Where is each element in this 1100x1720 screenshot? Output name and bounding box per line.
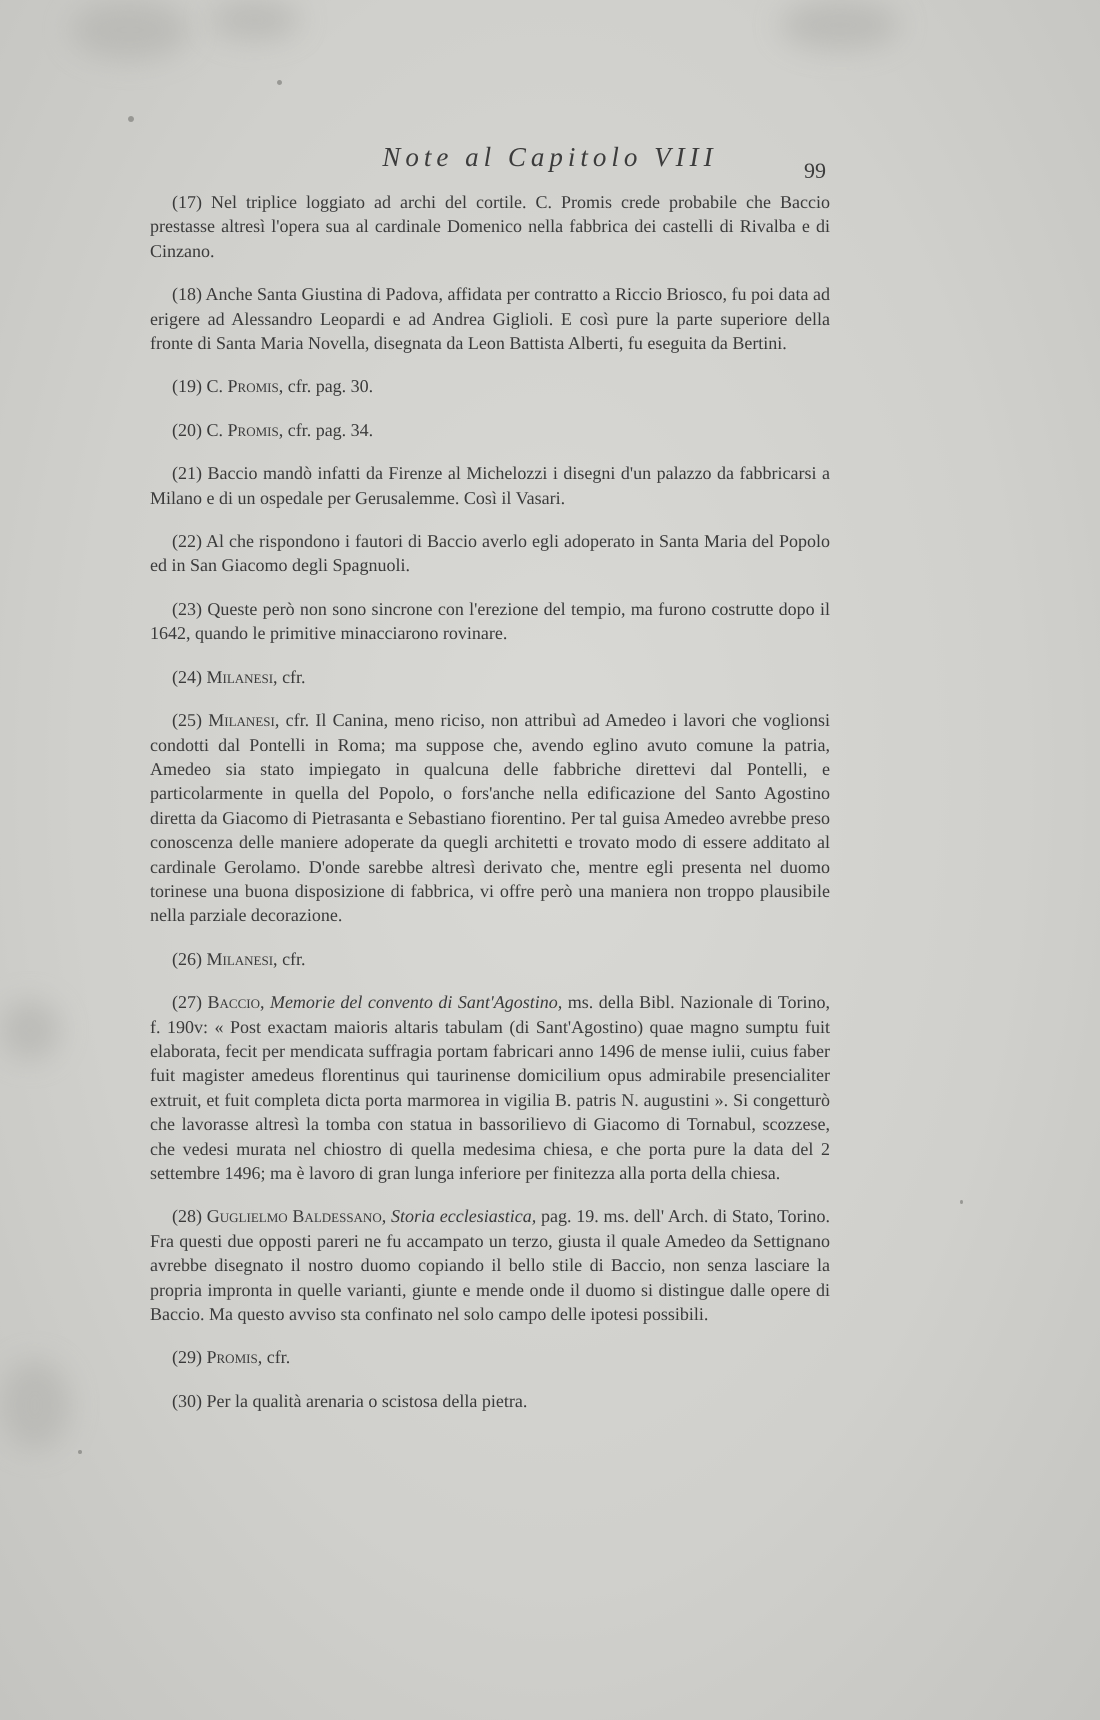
page-number: 99 [804, 158, 826, 183]
note-text: Anche Santa Giustina di Padova, affidata per contratto a Riccio Briosco, fu poi data ad erigere ad Alessandro Leopardi e ad Andrea Giglioli. E così pure la parte superiore della fronte di Santa Maria Novella, disegnata da Leon Battista Alberti, fu eseguita da Bertini. [150, 284, 830, 354]
note-text: cfr. pag. 30. [287, 376, 374, 397]
note-17 [150, 190, 830, 263]
scan-speck [128, 116, 134, 122]
note-26 [150, 947, 830, 971]
note-work-title: Storia ecclesiastica, [391, 1206, 537, 1227]
scan-smudge [780, 0, 900, 50]
note-28 [150, 1204, 830, 1326]
scan-smudge [70, 0, 190, 60]
note-number: (20) [172, 419, 202, 440]
note-number: (23) [172, 598, 202, 619]
note-text: cfr. Il Canina, meno riciso, non attribuì ad Amedeo i lavori che voglionsi condotti dal Pontelli in Roma; ma suppose che, avendo eglino avuto comune la patria, Amedeo sia stato impiegato in qualcuna delle fabbriche direttevi dal Pontelli, e particolarmente in quella del Popolo, o fors'anche nella edificazione del Santo Agostino diretta da Giacomo di Pietrasanta e Sebastiano fiorentino. Per tal guisa Amedeo avrebbe preso conoscenza delle maniere adoperate da quegli architetti e trovato modo di essere additato al cardinale Gerolamo. D'onde sarebbe altresì derivato che, mentre egli presenta nel duomo torinese una buona disposizione di fabbrica, vi offre però una maniera non troppo plausibile nella parziale decorazione. [150, 710, 831, 926]
note-text: Baccio mandò infatti da Firenze al Michelozzi i disegni d'un palazzo da fabbricarsi a Milano e di un ospedale per Gerusalemme. Così il Vasari. [150, 463, 830, 508]
note-number: (21) [172, 463, 202, 484]
note-number: (28) [172, 1206, 202, 1227]
note-21 [150, 461, 830, 510]
note-27 [150, 990, 830, 1185]
note-number: (22) [172, 531, 202, 552]
note-number: (18) [172, 284, 202, 305]
endnotes-body [150, 190, 830, 1432]
note-23 [150, 597, 830, 646]
note-work-title: Memorie del convento di Sant'Agostino, [269, 992, 563, 1013]
scan-speck [277, 80, 282, 85]
note-25 [150, 708, 830, 928]
note-author: Milanesi, [206, 948, 278, 969]
note-author: C. Promis, [206, 376, 284, 397]
note-text: cfr. pag. 34. [287, 419, 374, 440]
note-number: (27) [172, 992, 202, 1013]
scan-smudge [210, 0, 300, 40]
note-number: (30) [172, 1390, 202, 1411]
scan-smudge [0, 1000, 60, 1060]
scan-smudge [0, 1360, 70, 1450]
scan-speck [78, 1450, 82, 1454]
note-author: C. Promis, [206, 419, 284, 440]
note-text: cfr. [266, 1347, 291, 1368]
note-author: Baccio, [207, 992, 265, 1013]
note-19 [150, 374, 830, 398]
note-30 [150, 1389, 830, 1413]
note-text: Nel triplice loggiato ad archi del cortile. C. Promis crede probabile che Baccio prestasse altresì l'opera sua al cardinale Domenico nella fabbrica dei castelli di Rivalba e di Cinzano. [150, 192, 830, 261]
note-author: Guglielmo Baldessano, [206, 1206, 387, 1227]
note-text: pag. 19. ms. dell' Arch. di Stato, Torino. Fra questi due opposti pareri ne fu accampato un terzo, giusta il quale Amedeo da Settignano avrebbe disegnato il nostro duomo copiando il bello stile di Baccio, non senza lasciare la propria impronta in quelle varianti, giunte e mende onde il duomo si distingue dalle opere di Baccio. Ma questo avviso sta confinato nel solo campo delle ipotesi possibili. [150, 1206, 831, 1325]
note-author: Promis, [206, 1347, 263, 1368]
note-text: cfr. [282, 948, 306, 969]
note-18 [150, 282, 830, 355]
note-number: (19) [172, 376, 202, 397]
note-number: (24) [172, 666, 202, 687]
note-text: cfr. [282, 666, 306, 687]
note-number: (25) [172, 710, 202, 731]
note-22 [150, 529, 830, 578]
note-number: (29) [172, 1347, 202, 1368]
note-text: Al che rispondono i fautori di Baccio averlo egli adoperato in Santa Maria del Popolo ed in San Giacomo degli Spagnuoli. [150, 531, 830, 576]
note-text: ms. della Bibl. Nazionale di Torino, f. 190v: « Post exactam maioris altaris tabulam (di Sant'Agostino) quae magno sumptu fuit elaborata, fecit per mendicata suffragia portam fabricari anno 1496 de mense iulii, cuius faber fuit magister amedeus florentinus qui taurinense domicilium opus admirabile presencialiter extruit, et fuit completa dicta porta marmorea in vigilia B. patris N. augustini ». Si congetturò che lavorasse altresì la tomba con statua in bassorilievo di Giacomo di Tornabul, scozzese, che vedesi murata nel chiostro di quella medesima chiesa, e che porta pure la data del 2 settembre 1496; ma è lavoro di gran lunga inferiore per finitezza alla porta della chiesa. [150, 992, 831, 1183]
note-author: Milanesi, [208, 710, 280, 731]
running-header-title: Note al Capitolo VIII [382, 142, 718, 172]
note-text: Queste però non sono sincrone con l'erezione del tempio, ma furono costrutte dopo il 1642, quando le primitive minacciarono rovinare. [150, 598, 830, 644]
note-number: (26) [172, 948, 202, 969]
note-29 [150, 1345, 830, 1369]
scan-speck [960, 1200, 963, 1204]
note-author: Milanesi, [206, 666, 278, 687]
note-20 [150, 418, 830, 442]
note-text: Per la qualità arenaria o scistosa della pietra. [206, 1390, 528, 1411]
note-24 [150, 665, 830, 689]
note-number: (17) [172, 192, 202, 212]
